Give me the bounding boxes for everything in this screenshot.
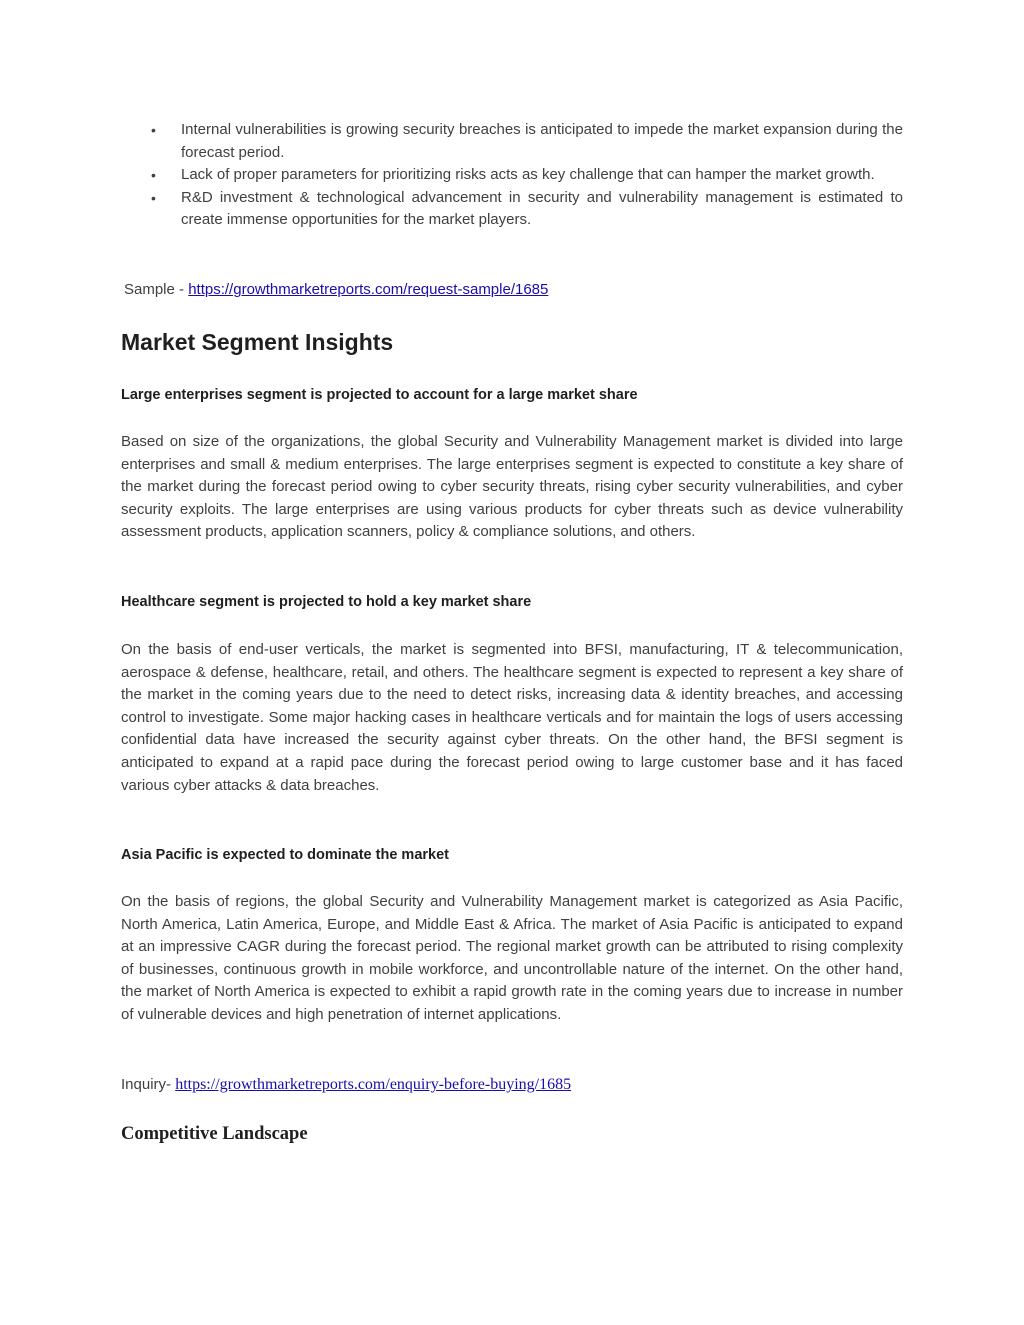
competitive-landscape-title: Competitive Landscape — [121, 1124, 308, 1144]
subsection-body-healthcare: On the basis of end-user verticals, the market is segmented into BFSI, manufacturing, IT & telecommunication, aerospace & defense, healthcare, retail, and others. The healthcare segment is expected to represent a key share of the market in the coming years due to the need to detect risks, increasing data & identity breaches, and accessing control to investigate. Some major hacking cases in healthcare verticals and for maintain the logs of users accessing confidential data have increased the security against cyber threats. On the other hand, the BFSI segment is anticipated to expand at a rapid pace during the forecast period owing to large customer base and it has faced various cyber attacks & data breaches. — [121, 641, 903, 794]
list-item: • Lack of proper parameters for prioritizing risks acts as key challenge that can hamper the market growth. — [151, 164, 903, 187]
bullet-icon: • — [151, 189, 156, 206]
section-title: Market Segment Insights — [121, 329, 394, 355]
bullet-icon: • — [151, 167, 156, 184]
sample-line — [124, 279, 548, 301]
subsection-heading-healthcare: Healthcare segment is projected to hold a key market share — [121, 594, 532, 610]
key-points-list — [151, 119, 903, 232]
sample-label: Sample - — [124, 281, 189, 298]
list-item: • Internal vulnerabilities is growing security breaches is anticipated to impede the market expansion during the forecast period. — [151, 121, 903, 161]
subsection-heading-enterprise: Large enterprises segment is projected to account for a large market share — [121, 387, 638, 403]
list-item: • R&D investment & technological advancement in security and vulnerability management is estimated to create immense opportunities for the market players. — [151, 188, 903, 229]
subsection-body-region: On the basis of regions, the global Security and Vulnerability Management market is categorized as Asia Pacific, North America, Latin America, Europe, and Middle East & Africa. The market of Asia Pacific is anticipated to expand at an impressive CAGR during the forecast period. The regional market growth can be attributed to rising complexity of businesses, continuous growth in mobile workforce, and uncontrollable nature of the internet. On the other hand, the market of North America is expected to exhibit a rapid growth rate in the coming years due to increase in number of vulnerable devices and high penetration of internet applications. — [121, 893, 903, 1023]
subsection-heading-region: Asia Pacific is expected to dominate the market — [121, 847, 449, 863]
inquiry-label: Inquiry- — [121, 1076, 176, 1093]
inquiry-line — [121, 1074, 571, 1096]
subsection-body-enterprise: Based on size of the organizations, the global Security and Vulnerability Management market is divided into large enterprises and small & medium enterprises. The large enterprises segment is expected to constitute a key share of the market during the forecast period owing to cyber security threats, rising cyber security vulnerabilities, and cyber security exploits. The large enterprises are using various products for cyber threats such as device vulnerability assessment products, application scanners, policy & compliance solutions, and others. — [121, 433, 903, 541]
inquiry-link[interactable]: https://growthmarketreports.com/enquiry-before-buying/1685 — [175, 1076, 572, 1093]
sample-link[interactable]: https://growthmarketreports.com/request-sample/1685 — [188, 281, 549, 298]
bullet-icon: • — [151, 122, 156, 138]
